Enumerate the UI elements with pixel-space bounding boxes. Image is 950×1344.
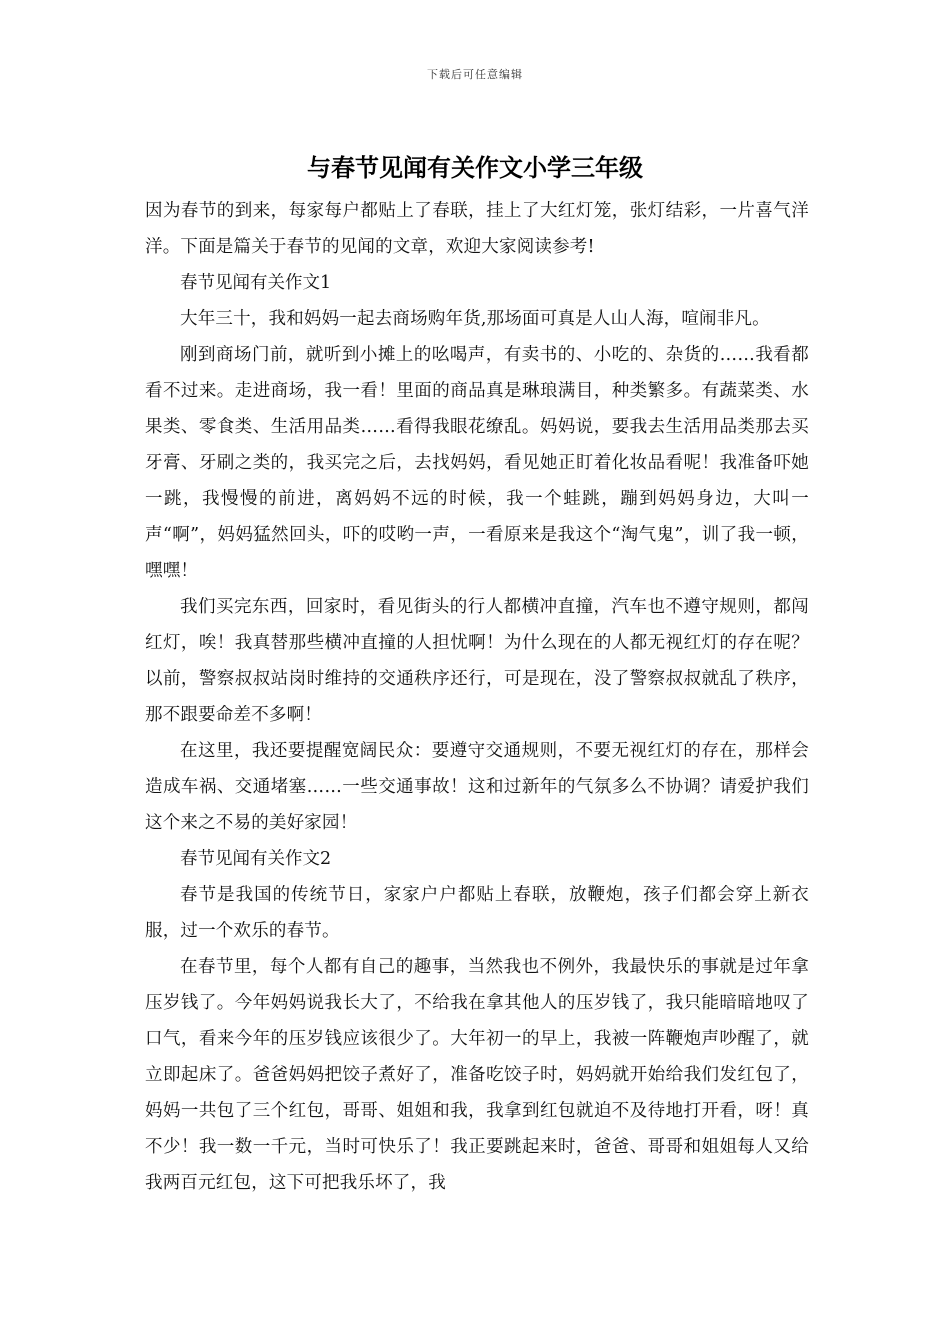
essay1-paragraph: 我们买完东西，回家时，看见街头的行人都横冲直撞，汽车也不遵守规则，都闯红灯，唉！我真替那些横冲直撞的人担忧啊！为什么现在的人都无视红灯的存在呢？以前，警察叔叔站岗时维持的交通秩序还行，可是现在，没了警察叔叔就乱了秩序，那不跟要命差不多啊！ bbox=[145, 597, 809, 725]
header-note: 下载后可任意编辑 bbox=[427, 68, 523, 81]
intro-paragraph: 因为春节的到来，每家每户都贴上了春联，挂上了大红灯笼，张灯结彩，一片喜气洋洋。下面是篇关于春节的见闻的文章，欢迎大家阅读参考! bbox=[145, 201, 809, 257]
essay1-paragraph: 在这里，我还要提醒宽阔民众：要遵守交通规则，不要无视红灯的存在，那样会造成车祸、交通堵塞……一些交通事故！这和过新年的气氛多么不协调？请爱护我们这个来之不易的美好家园！ bbox=[145, 741, 809, 833]
document-body bbox=[145, 193, 809, 1201]
essay2-heading: 春节见闻有关作文2 bbox=[180, 849, 332, 869]
document-title: 与春节见闻有关作文小学三年级 bbox=[307, 153, 643, 182]
essay2-paragraph: 在春节里，每个人都有自己的趣事，当然我也不例外，我最快乐的事就是过年拿压岁钱了。今年妈妈说我长大了，不给我在拿其他人的压岁钱了，我只能暗暗地叹了口气，看来今年的压岁钱应该很少了。大年初一的早上，我被一阵鞭炮声吵醒了，就立即起床了。爸爸妈妈把饺子煮好了，准备吃饺子时，妈妈就开始给我们发红包了，妈妈一共包了三个红包，哥哥、姐姐和我，我拿到红包就迫不及待地打开看，呀！真不少！我一数一千元，当时可快乐了！我正要跳起来时，爸爸、哥哥和姐姐每人又给我两百元红包，这下可把我乐坏了，我 bbox=[145, 957, 809, 1193]
essay1-heading: 春节见闻有关作文1 bbox=[180, 273, 332, 293]
essay1-paragraph: 刚到商场门前，就听到小摊上的吆喝声，有卖书的、小吃的、杂货的……我看都看不过来。走进商场，我一看！里面的商品真是琳琅满目，种类繁多。有蔬菜类、水果类、零食类、生活用品类……看得我眼花缭乱。妈妈说，要我去生活用品类那去买牙膏、牙刷之类的，我买完之后，去找妈妈，看见她正盯着化妆品看呢！我准备吓她一跳，我慢慢的前进，离妈妈不远的时候，我一个蛙跳，蹦到妈妈身边，大叫一声“啊”，妈妈猛然回头，吓的哎哟一声，一看原来是我这个“淘气鬼”，训了我一顿，嘿嘿！ bbox=[145, 345, 809, 581]
essay1-paragraph: 大年三十，我和妈妈一起去商场购年货,那场面可真是人山人海，喧闹非凡。 bbox=[180, 309, 770, 329]
essay2-paragraph: 春节是我国的传统节日，家家户户都贴上春联，放鞭炮，孩子们都会穿上新衣服，过一个欢乐的春节。 bbox=[145, 885, 809, 941]
